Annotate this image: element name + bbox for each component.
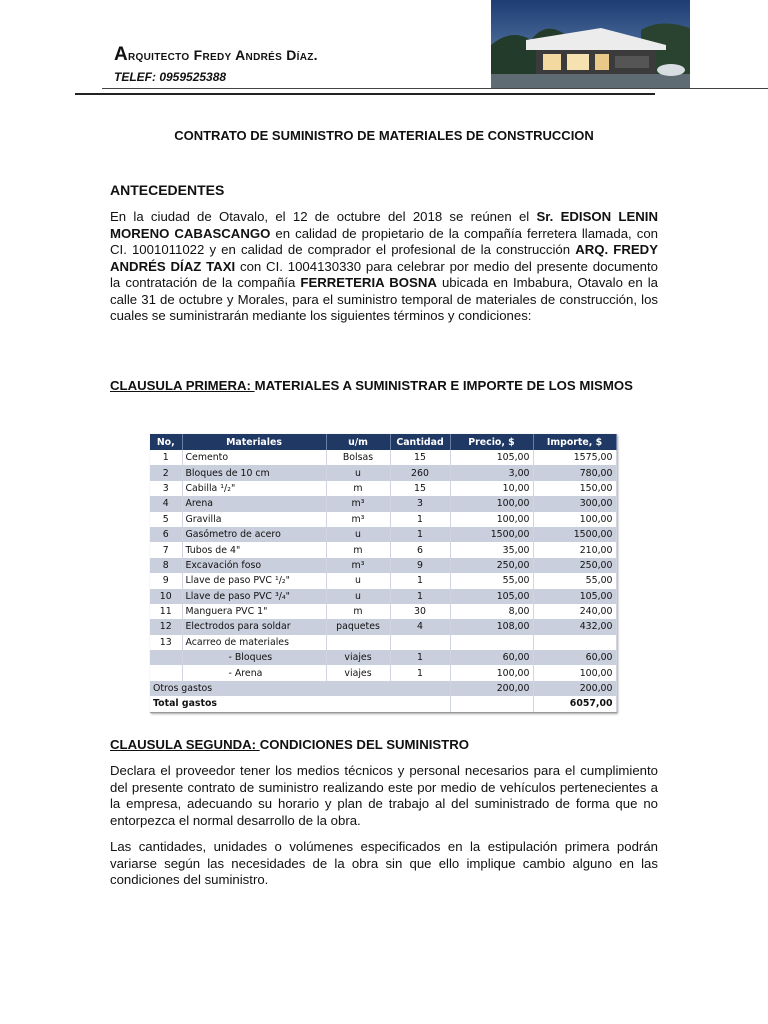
table-cell: Tubos de 4": [182, 542, 326, 557]
table-cell: 15: [390, 450, 450, 465]
table-cell: Cemento: [182, 450, 326, 465]
table-cell: Bloques de 10 cm: [182, 465, 326, 480]
col-header: Cantidad: [390, 434, 450, 450]
table-cell: 6: [390, 542, 450, 557]
table-row: [150, 635, 616, 650]
clausula-segunda: [110, 737, 658, 754]
clause-label: CLAUSULA SEGUNDA:: [110, 737, 260, 752]
col-header: No,: [150, 434, 182, 450]
table-cell: 10: [150, 589, 182, 604]
table-cell: 100,00: [533, 512, 616, 527]
table-cell: Arena: [182, 496, 326, 511]
table-cell: Manguera PVC 1": [182, 604, 326, 619]
table-cell: 10,00: [450, 481, 533, 496]
table-row: [150, 481, 616, 496]
table-cell: u: [326, 527, 390, 542]
buyer-name: ARQ. FREDY ANDRÉS DÍAZ TAXI: [110, 242, 658, 274]
text-run: ubicada en Imbabura, Otavalo en la calle 31 de octubre y Morales, para el suministro temporal de materiales de construcción, los cuales se suministrarán mediante los siguientes términos y condiciones:: [110, 275, 659, 323]
table-cell: 8,00: [450, 604, 533, 619]
text-run: en calidad de propietario de la compañía ferretera llamada, con CI. 1001011022 y en calidad de comprador el profesional de la construcción: [110, 225, 659, 257]
table-row: [150, 619, 616, 634]
architect-name: [114, 44, 318, 66]
table-cell: 55,00: [450, 573, 533, 588]
table-cell: 35,00: [450, 542, 533, 557]
table-cell: [450, 635, 533, 650]
header-rule-thick: [75, 93, 655, 95]
header-rule: [102, 88, 768, 89]
name-initial: A: [114, 44, 129, 65]
table-cell: 6: [150, 527, 182, 542]
col-header: Materiales: [182, 434, 326, 450]
table-cell: 9: [390, 558, 450, 573]
otros-label: Otros gastos: [150, 681, 450, 696]
table-cell: 100,00: [450, 665, 533, 680]
table-cell: Electrodos para soldar: [182, 619, 326, 634]
total-label: Total gastos: [150, 696, 450, 712]
table-row: [150, 496, 616, 511]
text-run: con CI. 1004130330 para celebrar por medio del presente documento la contratación de la compañía: [110, 258, 658, 290]
table-cell: 13: [150, 635, 182, 650]
table-cell: 30: [390, 604, 450, 619]
clausula-segunda-paragraph-1: Declara el proveedor tener los medios técnicos y personal necesarios para el cumplimiento del presente contrato de suministro realizando este por medio de vehículos pertenecientes a la empresa, adecuando su horario y plan de trabajo al del suministrado de forma que no entorpezca el normal desarrollo de la obra.: [110, 763, 658, 828]
table-cell: - Bloques: [182, 650, 326, 665]
table-cell: Cabilla ¹/₂": [182, 481, 326, 496]
table-cell: 1: [390, 650, 450, 665]
table-cell: m: [326, 481, 390, 496]
table-cell: 1: [390, 589, 450, 604]
table-cell: paquetes: [326, 619, 390, 634]
table-cell: [150, 665, 182, 680]
col-header: Importe, $: [533, 434, 616, 450]
table-cell: 210,00: [533, 542, 616, 557]
table-cell: 108,00: [450, 619, 533, 634]
table-cell: 15: [390, 481, 450, 496]
table-cell: 12: [150, 619, 182, 634]
materials-table: [150, 434, 617, 713]
antecedentes-heading: ANTECEDENTES: [110, 182, 225, 198]
seller-name: Sr. EDISON LENIN MORENO CABASCANGO: [110, 209, 658, 241]
table-row: [150, 558, 616, 573]
clausula-primera: [110, 378, 658, 395]
table-cell: 4: [390, 619, 450, 634]
text-run: En la ciudad de Otavalo, el 12 de octubre del 2018 se reúnen el: [110, 209, 537, 224]
table-cell: m³: [326, 512, 390, 527]
table-cell: u: [326, 589, 390, 604]
table-cell: Llave de paso PVC ¹/₂": [182, 573, 326, 588]
contract-title: CONTRATO DE SUMINISTRO DE MATERIALES DE CONSTRUCCION: [174, 128, 594, 143]
table-cell: 60,00: [450, 650, 533, 665]
clause-text: MATERIALES A SUMINISTRAR E IMPORTE DE LOS MISMOS: [254, 378, 633, 393]
otros-precio: 200,00: [450, 681, 533, 696]
table-row: [150, 512, 616, 527]
table-row-total: [150, 696, 616, 712]
table-cell: 2: [150, 465, 182, 480]
table-cell: u: [326, 465, 390, 480]
table-cell: 3: [390, 496, 450, 511]
house-photo: [491, 0, 690, 88]
table-row: [150, 589, 616, 604]
table-cell: 105,00: [533, 589, 616, 604]
table-row: [150, 542, 616, 557]
table-cell: Gasómetro de acero: [182, 527, 326, 542]
total-empty: [450, 696, 533, 712]
table-cell: 240,00: [533, 604, 616, 619]
table-cell: - Arena: [182, 665, 326, 680]
table-cell: 1: [390, 573, 450, 588]
table-cell: 4: [150, 496, 182, 511]
table-cell: Acarreo de materiales: [182, 635, 326, 650]
table-row: [150, 665, 616, 680]
table-row: [150, 450, 616, 465]
table-cell: 1575,00: [533, 450, 616, 465]
table-row-otros: [150, 681, 616, 696]
table-cell: viajes: [326, 665, 390, 680]
table-cell: u: [326, 573, 390, 588]
table-cell: 100,00: [450, 496, 533, 511]
table-cell: 432,00: [533, 619, 616, 634]
table-cell: 7: [150, 542, 182, 557]
clause-label: CLAUSULA PRIMERA:: [110, 378, 255, 393]
table-cell: 5: [150, 512, 182, 527]
total-importe: 6057,00: [533, 696, 616, 712]
otros-importe: 200,00: [533, 681, 616, 696]
table-cell: 1: [390, 512, 450, 527]
company-name: FERRETERIA BOSNA: [300, 275, 437, 290]
table-cell: 11: [150, 604, 182, 619]
col-header: u/m: [326, 434, 390, 450]
col-header: Precio, $: [450, 434, 533, 450]
table-cell: 260: [390, 465, 450, 480]
table-cell: [150, 650, 182, 665]
table-cell: Excavación foso: [182, 558, 326, 573]
table-cell: 250,00: [533, 558, 616, 573]
table-cell: 105,00: [450, 450, 533, 465]
table-cell: 300,00: [533, 496, 616, 511]
table-cell: Gravilla: [182, 512, 326, 527]
table-cell: m³: [326, 558, 390, 573]
table-cell: m: [326, 604, 390, 619]
table-cell: 105,00: [450, 589, 533, 604]
table-cell: 1: [150, 450, 182, 465]
table-cell: m³: [326, 496, 390, 511]
table-cell: viajes: [326, 650, 390, 665]
table-row: [150, 573, 616, 588]
table-cell: 100,00: [533, 665, 616, 680]
table-cell: 150,00: [533, 481, 616, 496]
table-cell: [390, 635, 450, 650]
table-cell: 55,00: [533, 573, 616, 588]
architect-phone: TELEF: 0959525388: [114, 70, 227, 84]
antecedentes-paragraph: [110, 209, 658, 325]
table-cell: [533, 635, 616, 650]
table-cell: 1500,00: [450, 527, 533, 542]
table-cell: 3: [150, 481, 182, 496]
table-cell: m: [326, 542, 390, 557]
table-row: [150, 465, 616, 480]
table-cell: 250,00: [450, 558, 533, 573]
table-cell: Llave de paso PVC ³/₄": [182, 589, 326, 604]
table-cell: [326, 635, 390, 650]
table-cell: Bolsas: [326, 450, 390, 465]
clause-text: CONDICIONES DEL SUMINISTRO: [259, 737, 470, 752]
table-cell: 1: [390, 665, 450, 680]
table-row: [150, 650, 616, 665]
table-row: [150, 527, 616, 542]
table-cell: 9: [150, 573, 182, 588]
table-cell: 1500,00: [533, 527, 616, 542]
table-cell: 60,00: [533, 650, 616, 665]
table-cell: 780,00: [533, 465, 616, 480]
table-cell: 1: [390, 527, 450, 542]
table-cell: 100,00: [450, 512, 533, 527]
clausula-segunda-paragraph-2: Las cantidades, unidades o volúmenes especificados en la estipulación primera podrán variarse según las necesidades de la obra sin que ello implique cambio alguno en las condiciones del suministro.: [110, 839, 658, 887]
table-cell: 3,00: [450, 465, 533, 480]
table-cell: 8: [150, 558, 182, 573]
table-row: [150, 604, 616, 619]
table-header-row: [150, 434, 616, 450]
name-rest: rquitecto Fredy Andrés Díaz.: [128, 47, 318, 63]
